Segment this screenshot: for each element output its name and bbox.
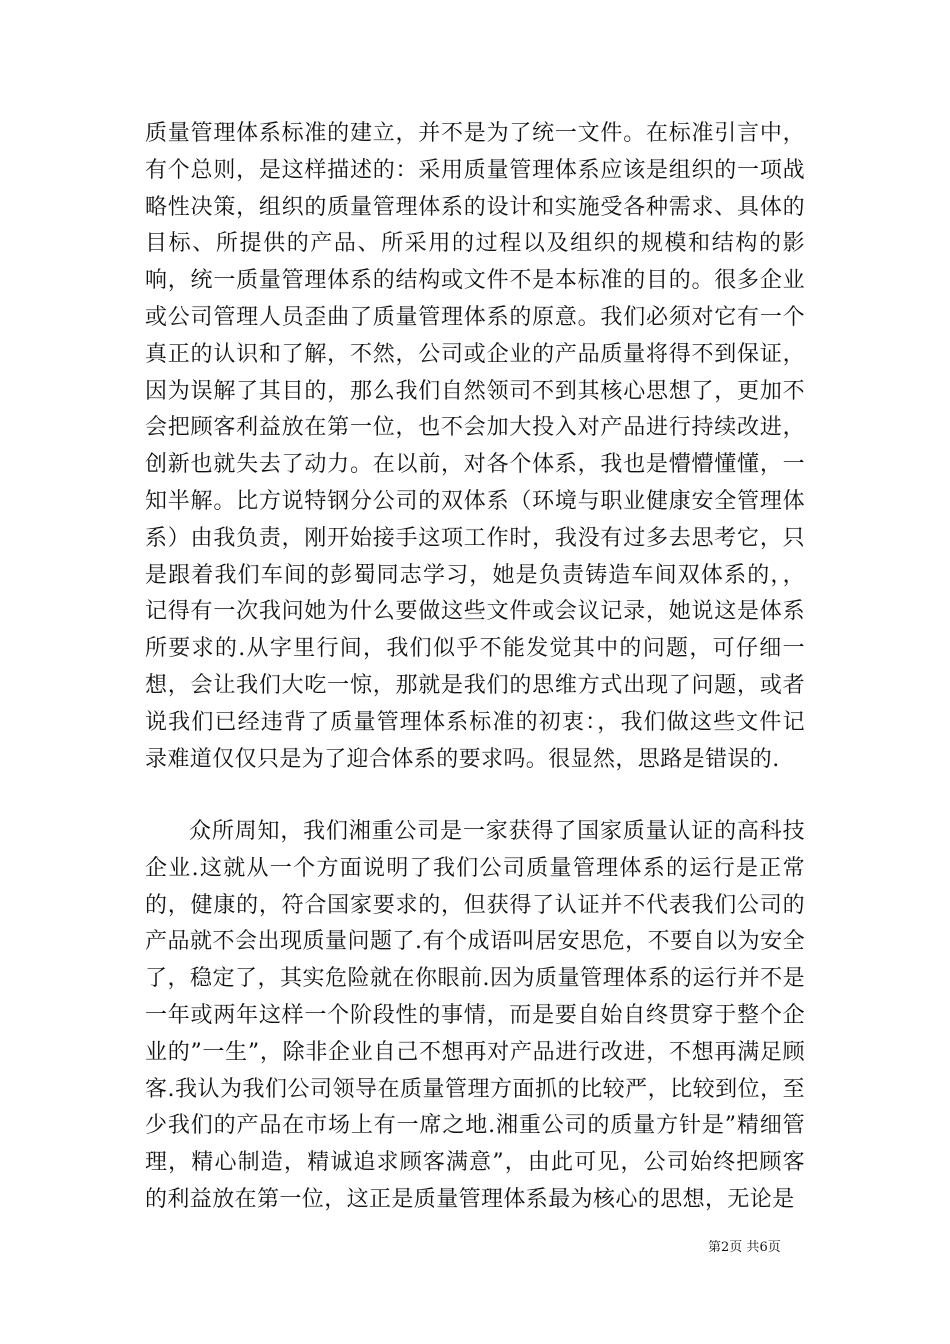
footer-label-end: 页 <box>767 1240 781 1255</box>
footer-total-pages: 6 <box>759 1240 768 1255</box>
body-paragraph-1: 质量管理体系标准的建立，并不是为了统一文件。在标准引言中，有个总则，是这样描述的：采用质量管理体系应该是组织的一项战略性决策，组织的质量管理体系的设计和实施受各种需求、具体的目标、所提供的产品、所采用的过程以及组织的规模和结构的影响，统一质量管理体系的结构或文件不是本标准的目的。很多企业或公司管理人员歪曲了质量管理体系的原意。我们必须对它有一个真正的认识和了解，不然，公司或企业的产品质量将得不到保证，因为误解了其目的，那么我们自然领司不到其核心思想了，更加不会把顾客利益放在第一位，也不会加大投入对产品进行持续改进，创新也就失去了动力。在以前，对各个体系，我也是懵懵懂懂，一知半解。比方说特钢分公司的双体系（环境与职业健康安全管理体系）由我负责，刚开始接手这项工作时，我没有过多去思考它，只是跟着我们车间的彭蜀同志学习，她是负责铸造车间双体系的，，记得有一次我问她为什么要做这些文件或会议记录，她说这是体系所要求的.从字里行间，我们似乎不能发觉其中的问题，可仔细一想，会让我们大吃一惊，那就是我们的思维方式出现了问题，或者说我们已经违背了质量管理体系标准的初衷：，我们做这些文件记录难道仅仅只是为了迎合体系的要求吗。很显然，思路是错误的. <box>145 121 805 772</box>
page-footer <box>708 1240 828 1256</box>
body-paragraph-2: 众所周知，我们湘重公司是一家获得了国家质量认证的高科技企业.这就从一个方面说明了我们公司质量管理体系的运行是正常的，健康的，符合国家要求的，但获得了认证并不代表我们公司的产品就不会出现质量问题了.有个成语叫居安思危，不要自以为安全了，稳定了，其实危险就在你眼前.因为质量管理体系的运行并不是一年或两年这样一个阶段性的事情，而是要自始自终贯穿于整个企业的”一生”，除非企业自己不想再对产品进行改进，不想再满足顾客.我认为我们公司领导在质量管理方面抓的比较严，比较到位，至少我们的产品在市场上有一席之地.湘重公司的质量方针是”精细管理，精心制造，精诚追求顾客满意”，由此可见，公司始终把顾客的利益放在第一位，这正是质量管理体系最为核心的思想，无论是 <box>145 819 805 1212</box>
footer-current-page: 2 <box>721 1240 730 1255</box>
footer-label-of: 页 共 <box>729 1240 760 1255</box>
footer-label-page: 第 <box>708 1240 722 1255</box>
